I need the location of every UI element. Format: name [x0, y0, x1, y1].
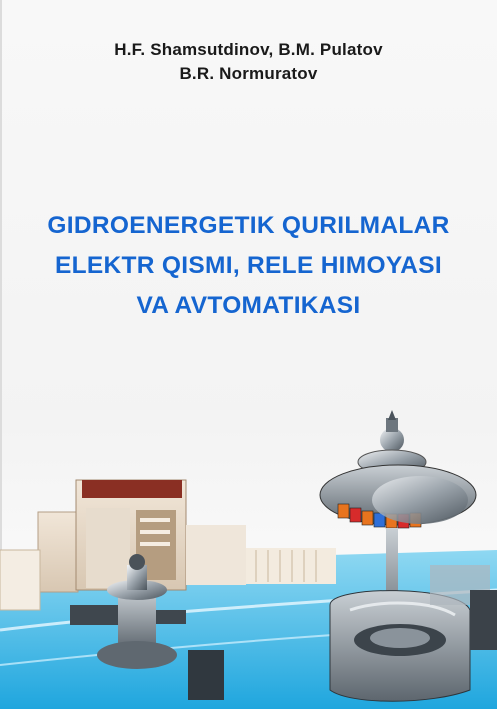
hydropower-illustration [0, 400, 497, 709]
title-line-1: GIDROENERGETIK QURILMALAR [47, 212, 450, 239]
title-line-2: ELEKTR QISMI, RELE HIMOYASI [55, 252, 442, 279]
book-title [0, 206, 497, 326]
authors-line-1: H.F. Shamsutdinov, B.M. Pulatov [114, 40, 383, 59]
title-line-3: VA AVTOMATIKASI [136, 292, 361, 319]
authors-block [0, 38, 497, 86]
authors-line-2: B.R. Normuratov [179, 64, 318, 83]
